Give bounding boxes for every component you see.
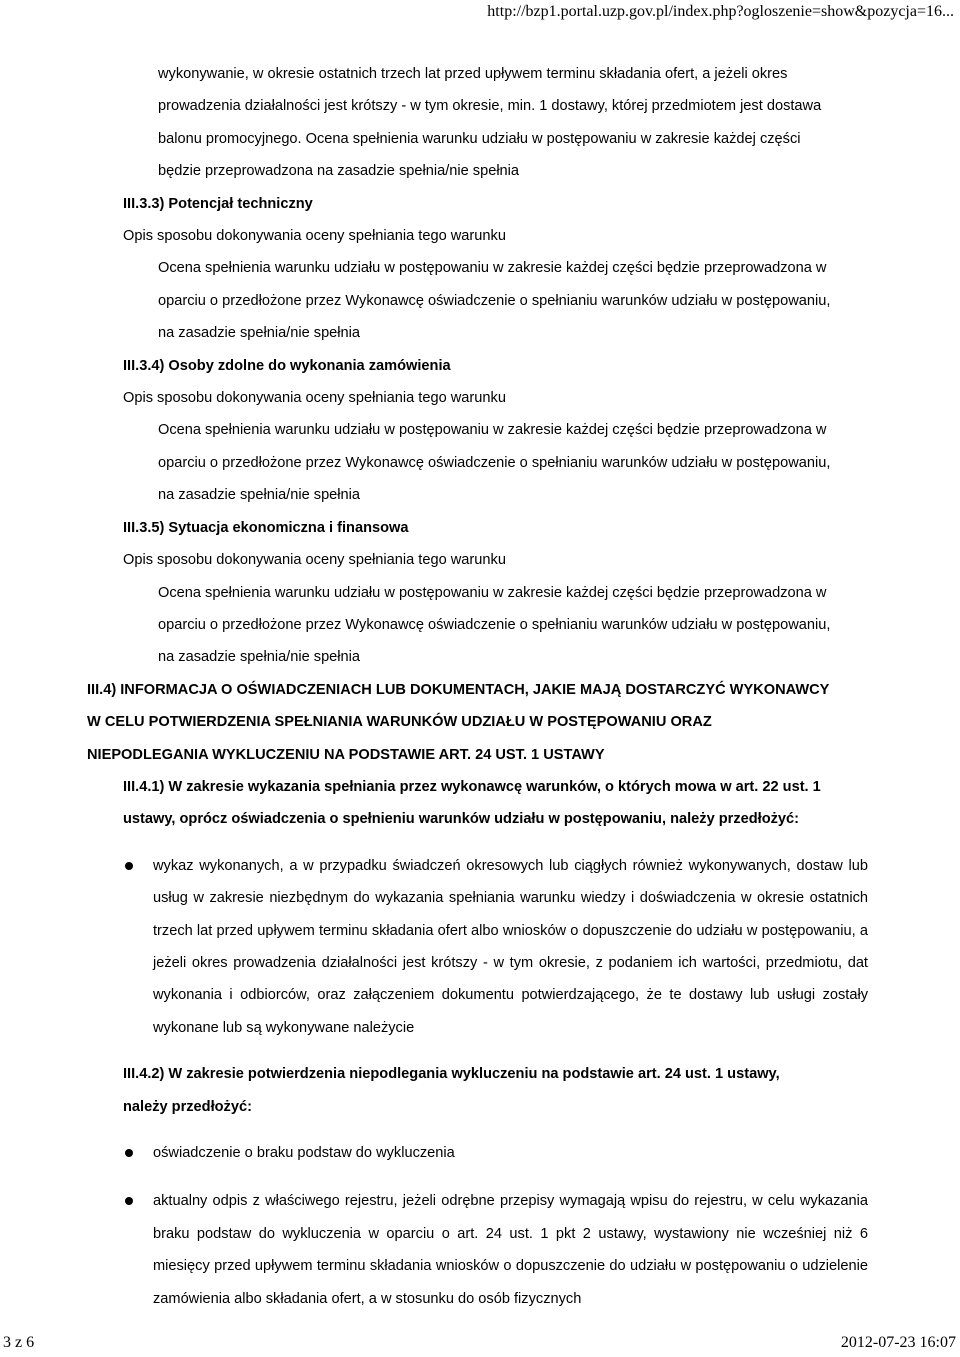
text-line: wykonywanie, w okresie ostatnich trzech lat przed upływem terminu składania ofert, a jeżeli okres: [158, 66, 788, 82]
bullet-icon: [125, 862, 133, 870]
list-spacer: [153, 1169, 868, 1185]
section-heading: III.3.5) Sytuacja ekonomiczna i finansowa: [123, 519, 409, 536]
bullet-icon: [125, 1149, 133, 1157]
section-subtitle: Opis sposobu dokonywania oceny spełniania tego warunku: [123, 228, 506, 245]
subsection-heading-4-1: [123, 771, 898, 836]
section-paragraph: [158, 414, 898, 511]
section-heading: III.3.3) Potencjał techniczny: [123, 195, 313, 212]
page-number: 3 z 6: [3, 1334, 35, 1351]
section-heading: III.3.4) Osoby zdolne do wykonania zamówienia: [123, 357, 451, 374]
section-4-heading: [87, 674, 898, 771]
heading-line: III.4.1) W zakresie wykazania spełniania przez wykonawcę warunków, o których mowa w art. 22 ust. 1: [123, 778, 821, 795]
section-paragraph: [158, 577, 898, 674]
text-line: Ocena spełnienia warunku udziału w postępowaniu w zakresie każdej części będzie przeprowadzona w: [158, 260, 827, 277]
list-item-text: oświadczenie o braku podstaw do wykluczenia: [153, 1145, 455, 1161]
heading-line: ustawy, oprócz oświadczenia o spełnieniu warunków udziału w postępowaniu, należy przedłożyć:: [123, 811, 800, 828]
subsection-heading-4-2: [123, 1058, 898, 1123]
section-subtitle: Opis sposobu dokonywania oceny spełniania tego warunku: [123, 552, 506, 569]
document-list-4-2: [0, 1137, 960, 1315]
heading-line: III.4) INFORMACJA O OŚWIADCZENIACH LUB DOKUMENTACH, JAKIE MAJĄ DOSTARCZYĆ WYKONAWCY: [87, 681, 830, 698]
text-line: prowadzenia działalności jest krótszy - w tym okresie, min. 1 dostawy, której przedmiotem jest dostawa: [158, 98, 822, 115]
list-item: [153, 1137, 868, 1169]
heading-line: należy przedłożyć:: [123, 1098, 252, 1115]
text-line: oparciu o przedłożone przez Wykonawcę oświadczenie o spełnianiu warunków udziału w postępowaniu,: [158, 454, 831, 471]
text-line: oparciu o przedłożone przez Wykonawcę oświadczenie o spełnianiu warunków udziału w postępowaniu,: [158, 616, 831, 633]
text-line: Ocena spełnienia warunku udziału w postępowaniu w zakresie każdej części będzie przeprowadzona w: [158, 422, 827, 439]
document-body: [0, 58, 960, 1315]
print-datetime: 2012-07-23 16:07: [840, 1334, 956, 1351]
section-paragraph: [158, 252, 898, 349]
document-list-4-1: [0, 850, 960, 1044]
heading-line: W CELU POTWIERDZENIA SPEŁNIANIA WARUNKÓW UDZIAŁU W POSTĘPOWANIU ORAZ: [87, 714, 712, 731]
text-line: będzie przeprowadzona na zasadzie spełnia/nie spełnia: [158, 163, 520, 180]
text-line: na zasadzie spełnia/nie spełnia: [158, 649, 361, 666]
heading-line: III.4.2) W zakresie potwierdzenia niepodlegania wykluczeniu na podstawie art. 24 ust. 1 ustawy,: [123, 1066, 780, 1083]
heading-line: NIEPODLEGANIA WYKLUCZENIU NA PODSTAWIE ART. 24 UST. 1 USTAWY: [87, 746, 605, 763]
section-subtitle: Opis sposobu dokonywania oceny spełniania tego warunku: [123, 390, 506, 407]
text-line: na zasadzie spełnia/nie spełnia: [158, 325, 361, 342]
text-line: Ocena spełnienia warunku udziału w postępowaniu w zakresie każdej części będzie przeprowadzona w: [158, 584, 827, 601]
list-item: [153, 1185, 868, 1315]
text-line: na zasadzie spełnia/nie spełnia: [158, 487, 361, 504]
intro-paragraph: [158, 58, 898, 188]
page-url: http://bzp1.portal.uzp.gov.pl/index.php?ogloszenie=show&pozycja=16...: [487, 3, 954, 20]
text-line: balonu promocyjnego. Ocena spełnienia warunku udziału w postępowaniu w zakresie każdej części: [158, 130, 801, 147]
text-line: oparciu o przedłożone przez Wykonawcę oświadczenie o spełnianiu warunków udziału w postępowaniu,: [158, 292, 831, 309]
list-item-text: wykaz wykonanych, a w przypadku świadczeń okresowych lub ciągłych również wykonywanych, dostaw lub usług w zakresie niezbędnym do wykazania spełniania warunku wiedzy i doświadczenia w okresie ostatnich trzech lat przed upływem terminu składania ofert albo wniosków o dopuszczenie do udziału w postępowaniu, a jeżeli okres prowadzenia działalności jest krótszy - w tym okresie, z podaniem ich wartości, przedmiotu, dat wykonania i odbiorców, oraz załączeniem dokumentu potwierdzającego, że te dostawy lub usługi zostały wykonane lub są wykonywane należycie: [153, 857, 868, 1036]
bullet-icon: [125, 1197, 133, 1205]
list-item-text: aktualny odpis z właściwego rejestru, jeżeli odrębne przepisy wymagają wpisu do rejestru, w celu wykazania braku podstaw do wykluczenia w oparciu o art. 24 ust. 1 pkt 2 ustawy, wystawiony nie wcześniej niż 6 miesięcy przed upływem terminu składania wniosków o dopuszczenie do udziału w postępowaniu o udzielenie zamówienia albo składania ofert, a w stosunku do osób fizycznych: [153, 1193, 868, 1307]
list-item: [153, 850, 868, 1044]
